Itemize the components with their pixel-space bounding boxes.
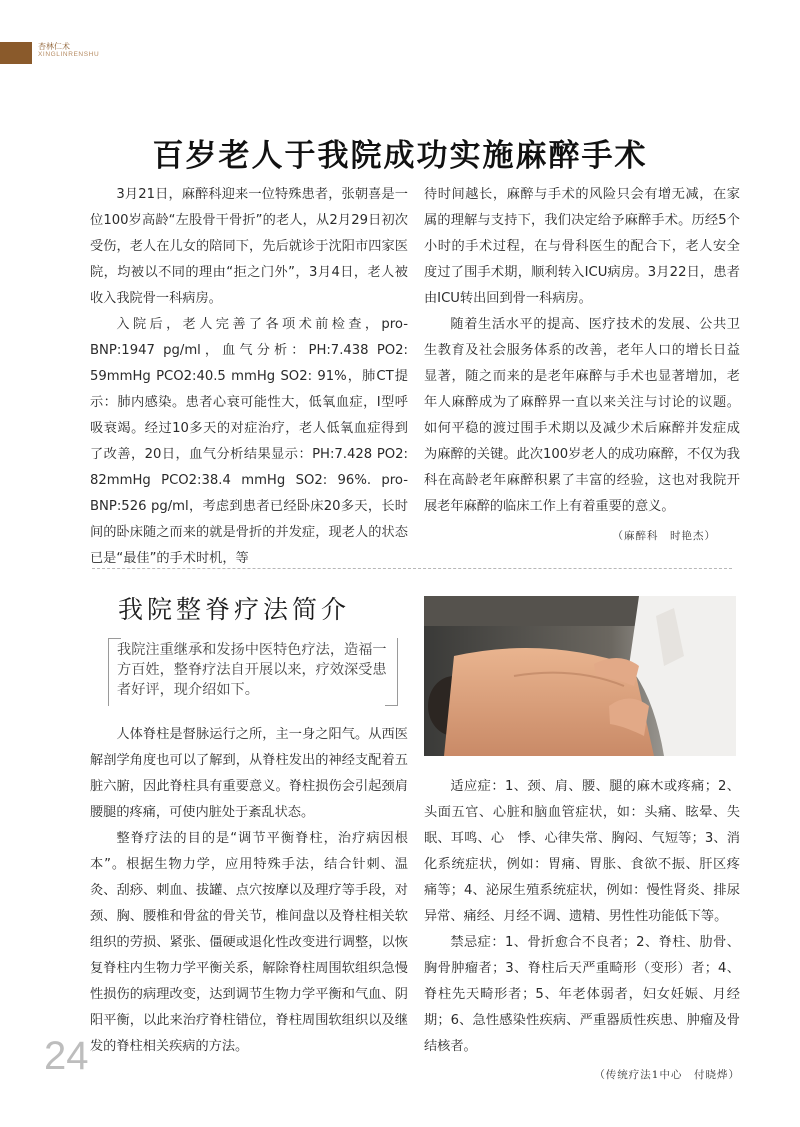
paragraph: 整脊疗法的目的是“调节平衡脊柱，治疗病因根本”。根据生物力学，应用特殊手法，结合针刺、温灸、刮痧、刺血、拔罐、点穴按摩以及理疗等手段，对颈、胸、腰椎和骨盆的骨关节，椎间盘以及脊柱相关软组织的劳损、紧张、僵硬或退化性改变进行调整，以恢复脊柱内生物力学平衡关系，解除脊柱周围软组织急慢性损伤的病理改变，达到调节生物力学平衡和气血、阴阳平衡，以此来治疗脊柱错位，脊柱周围软组织以及继发的脊柱相关疾病的方法。 [90,831,408,1054]
article2-column-left [90,722,408,1060]
paragraph: 入院后，老人完善了各项术前检查，pro-BNP:1947 pg/ml，血气分析：PH:7.438 PO2: 59mmHg PCO2:40.5 mmHg SO2: 91%，肺CT提示：肺内感染。患者心衰可能性大，低氧血症，Ⅰ型呼吸衰竭。经过10多天的对症治疗，老人低氧血症得到了改善，20日，血气分析结果显示：PH:7.428 PO2: 82mmHg PCO2:38.4 mmHg SO2: 96%. pro-BNP:526 pg/ml，考虑到患者已经卧床20多天，长时间的卧床随之而来的就是骨折的并发症，现老人的状态已是“最佳”的手术时机，等 [90,317,408,566]
paragraph: 人体脊柱是督脉运行之所，主一身之阳气。从西医解剖学角度也可以了解到，从脊柱发出的神经支配着五脏六腑，因此脊柱具有重要意义。脊柱损伤会引起颈肩腰腿的疼痛，可使内脏处于紊乱状态。 [90,727,408,820]
paragraph: 禁忌症：1、骨折愈合不良者；2、脊柱、肋骨、胸骨肿瘤者；3、脊柱后天严重畸形（变形）者；4、脊柱先天畸形者；5、年老体弱者，妇女妊娠、月经期；6、急性感染性疾病、严重器质性疾患、肿瘤及骨结核者。 [424,935,740,1054]
magazine-header [38,42,99,59]
magazine-name-en: XINGLINRENSHU [38,51,100,59]
paragraph: 3月21日，麻醉科迎来一位特殊患者，张朝喜是一位100岁高龄“左股骨干骨折”的老人，从2月29日初次受伤，老人在儿女的陪同下，先后就诊于沈阳市四家医院，均被以不同的理由“拒之门外”，3月4日，老人被收入我院骨一科病房。 [90,187,408,306]
page-number: 24 [44,1034,89,1078]
section-divider [92,568,732,569]
article1-column-left [90,182,408,572]
article-title: 百岁老人于我院成功实施麻醉手术 [152,138,648,174]
intro-callout [108,638,398,706]
header-color-bar [0,42,32,64]
article2-byline: （传统疗法1中心 付晓烨） [594,1069,740,1081]
paragraph: 随着生活水平的提高、医疗技术的发展、公共卫生教育及社会服务体系的改善，老年人口的增长日益显著，随之而来的是老年麻醉与手术也显著增加，老年人麻醉成为了麻醉界一直以来关注与讨论的议题。如何平稳的渡过围手术期以及减少术后麻醉并发症成为麻醉的关键。此次100岁老人的成功麻醉，不仅为我科在高龄老年麻醉积累了丰富的经验，这也对我院开展老年麻醉的临床工作上有着重要的意义。 [424,317,740,514]
intro-text: 我院注重继承和发扬中医特色疗法，造福一方百姓，整脊疗法自开展以来，疗效深受患者好评，现介绍如下。 [117,642,387,698]
article1-byline: （麻醉科 时艳杰） [612,530,716,542]
paragraph: 适应症：1、颈、肩、腰、腿的麻木或疼痛；2、头面五官、心脏和脑血管症状，如：头痛、眩晕、失眠、耳鸣、心 悸、心律失常、胸闷、气短等；3、消化系统症状，例如：胃痛、胃胀、食欲不振、肝区疼痛等；4、泌尿生殖系统症状，例如：慢性肾炎、排尿异常、痛经、月经不调、遗精、男性性功能低下等。 [424,779,740,924]
section-title: 我院整脊疗法简介 [118,595,351,624]
article2-column-right [424,774,740,1088]
paragraph: 待时间越长，麻醉与手术的风险只会有增无减，在家属的理解与支持下，我们决定给予麻醉手术。历经5个小时的手术过程，在与骨科医生的配合下，老人安全度过了围手术期，顺利转入ICU病房。3月22日，患者由ICU转出回到骨一科病房。 [424,187,740,306]
chiropractic-treatment-photo [424,596,736,756]
magazine-name-cn: 杏林仁术 [38,42,70,51]
article1-column-right [424,182,740,520]
